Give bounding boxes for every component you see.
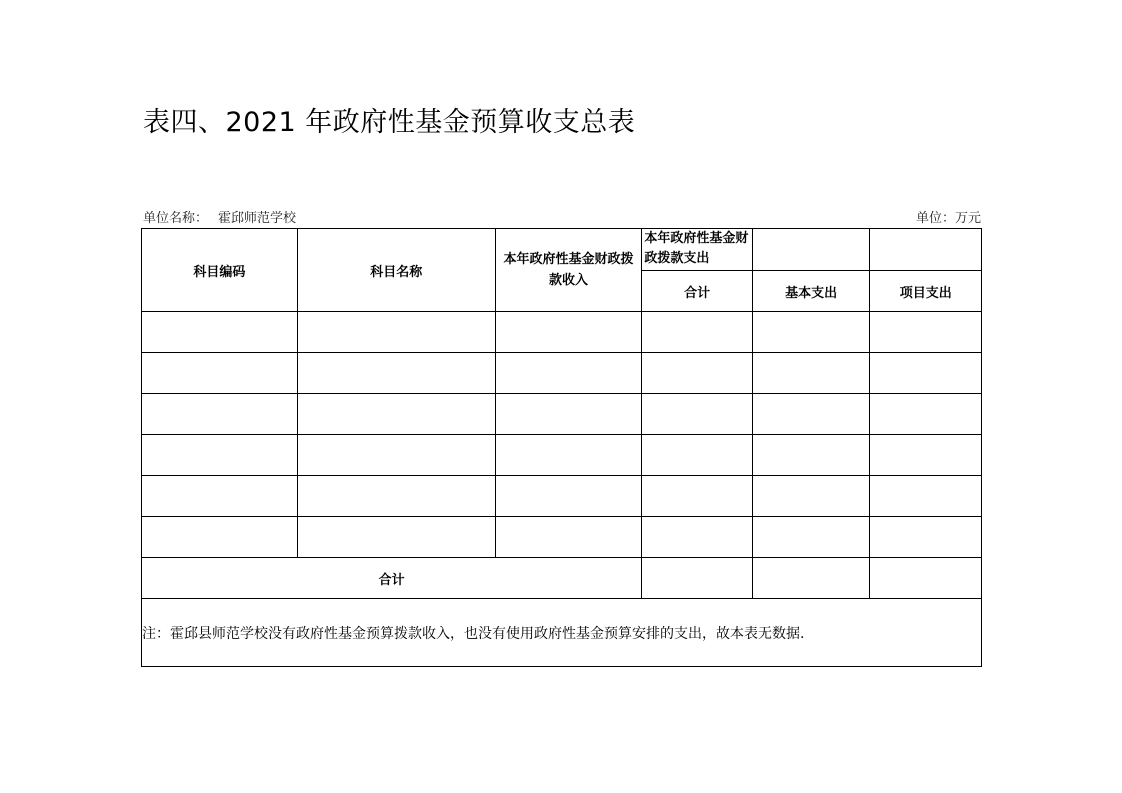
table-cell [870,517,982,558]
table-cell [642,517,753,558]
note-row [142,599,982,667]
table-cell [752,312,870,353]
table-cell [297,476,495,517]
header-empty-1 [752,229,870,271]
table-cell [297,517,495,558]
table-cell [870,476,982,517]
table-cell [752,435,870,476]
header-code: 科目编码 [142,229,298,312]
table-cell [870,394,982,435]
table-cell [642,476,753,517]
table-cell [297,435,495,476]
table-cell [495,435,642,476]
table-cell [642,312,753,353]
table-cell [642,353,753,394]
header-name: 科目名称 [297,229,495,312]
table-note: 注：霍邱县师范学校没有政府性基金预算拨款收入，也没有使用政府性基金预算安排的支出，故本表无数据. [142,599,982,667]
unit-name-label: 单位名称： [143,211,209,226]
table-cell [297,394,495,435]
budget-table [141,228,982,667]
table-row [142,476,982,517]
total-row [142,558,982,599]
table-row [142,435,982,476]
table-cell [142,476,298,517]
header-expenditure: 本年政府性基金财政拨款支出 [642,229,753,271]
table-cell [142,394,298,435]
total-label: 合计 [142,558,642,599]
table-cell [297,353,495,394]
table-row [142,394,982,435]
table-cell [870,312,982,353]
total-cell [870,558,982,599]
table-cell [752,394,870,435]
table-cell [752,353,870,394]
header-basic: 基本支出 [752,271,870,312]
table-cell [870,353,982,394]
table-cell [495,517,642,558]
table-cell [495,394,642,435]
table-cell [142,517,298,558]
header-empty-2 [870,229,982,271]
table-cell [297,312,495,353]
table-cell [752,476,870,517]
page-title: 表四、2021 年政府性基金预算收支总表 [143,107,636,138]
table-cell [142,312,298,353]
table-cell [495,353,642,394]
table-cell [495,476,642,517]
table-row [142,517,982,558]
table-row [142,353,982,394]
table-cell [642,435,753,476]
unit-label: 单位：万元 [915,211,981,226]
table-cell [495,312,642,353]
header-income: 本年政府性基金财政拨款收入 [495,229,642,312]
unit-name [143,207,296,226]
table-cell [142,435,298,476]
table-cell [870,435,982,476]
total-cell [642,558,753,599]
table-cell [142,353,298,394]
header-project: 项目支出 [870,271,982,312]
unit-name-value: 霍邱师范学校 [218,211,297,226]
header-row-1 [142,229,982,271]
header-total: 合计 [642,271,753,312]
table-cell [642,394,753,435]
total-cell [752,558,870,599]
table-cell [752,517,870,558]
table-row [142,312,982,353]
